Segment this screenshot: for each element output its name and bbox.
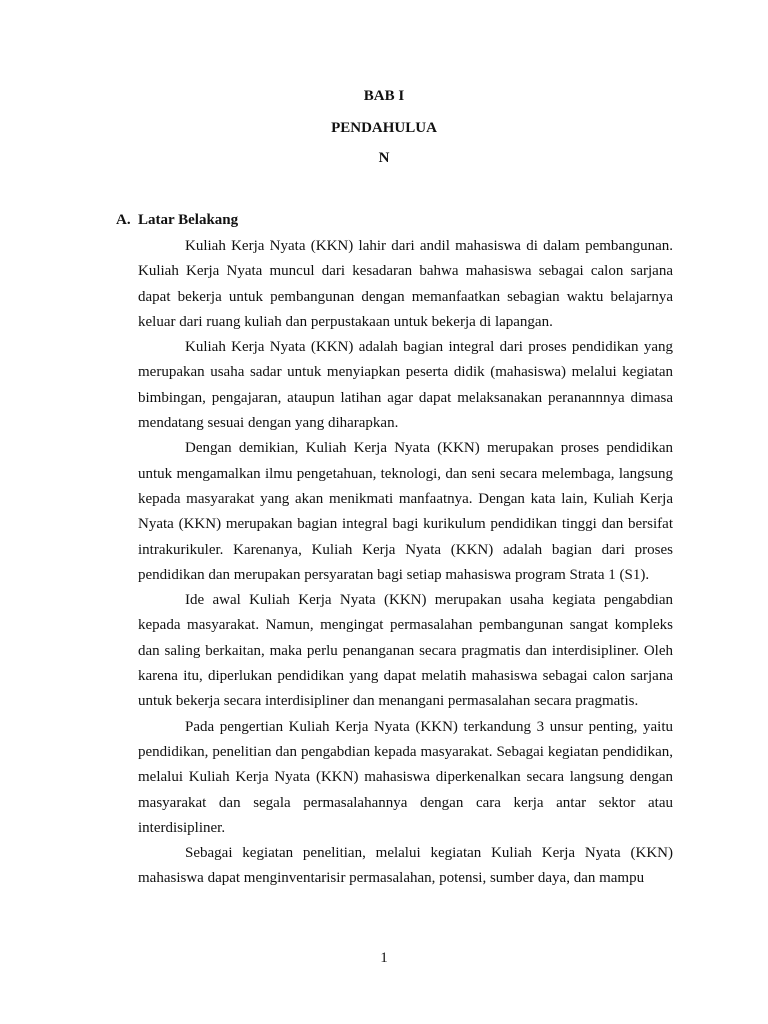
paragraph: Ide awal Kuliah Kerja Nyata (KKN) merupakan usaha kegiata pengabdian kepada masyarakat. Namun, mengingat permasalahan pembangunan sangat kompleks dan saling berkaitan, maka perlu penanganan secara pragmatis dan interdisipliner. Oleh karena itu, diperlukan pendidikan yang dapat melatih mahasiswa sebagai calon sarjana untuk bekerja secara interdisipliner dan menangani permasalahan secara pragmatis. xyxy=(138,592,673,710)
body-text xyxy=(138,234,673,892)
chapter-title-line-1: PENDAHULUA xyxy=(331,120,437,136)
chapter-title-line-2: N xyxy=(378,150,390,166)
section-heading xyxy=(116,212,238,229)
paragraph: Kuliah Kerja Nyata (KKN) lahir dari andil mahasiswa di dalam pembangunan. Kuliah Kerja Nyata muncul dari kesadaran bahwa mahasiswa sebagai calon sarjana dapat bekerja untuk pembangunan dengan memanfaatkan sebagian waktu belajarnya keluar dari ruang kuliah dan perpustakaan untuk bekerja di lapangan. xyxy=(138,238,673,330)
paragraph: Sebagai kegiatan penelitian, melalui kegiatan Kuliah Kerja Nyata (KKN) mahasiswa dapat menginventarisir permasalahan, potensi, sumber daya, dan mampu xyxy=(138,845,673,887)
page-number: 1 xyxy=(380,950,388,966)
paragraph: Kuliah Kerja Nyata (KKN) adalah bagian integral dari proses pendidikan yang merupakan usaha sadar untuk menyiapkan peserta didik (mahasiswa) melalui kegiatan bimbingan, pengajaran, ataupun latihan agar dapat melaksanakan peranannnya dimasa mendatang sesuai dengan yang diharapkan. xyxy=(138,339,673,432)
section-title: Latar Belakang xyxy=(138,212,239,228)
chapter-label: BAB I xyxy=(363,88,405,104)
section-letter: A. xyxy=(116,212,131,228)
paragraph: Dengan demikian, Kuliah Kerja Nyata (KKN) merupakan proses pendidikan untuk mengamalkan ilmu pengetahuan, teknologi, dan seni secara melembaga, langsung kepada masyarakat yang akan menikmati manfaatnya. Dengan kata lain, Kuliah Kerja Nyata (KKN) merupakan bagian integral bagi kurikulum pendidikan tinggi dan bersifat intrakurikuler. Karenanya, Kuliah Kerja Nyata (KKN) adalah bagian dari proses pendidikan dan merupakan persyaratan bagi setiap mahasiswa program Strata 1 (S1). xyxy=(138,440,673,583)
paragraph: Pada pengertian Kuliah Kerja Nyata (KKN) terkandung 3 unsur penting, yaitu pendidikan, penelitian dan pengabdian kepada masyarakat. Sebagai kegiatan pendidikan, melalui Kuliah Kerja Nyata (KKN) mahasiswa diperkenalkan secara langsung dengan masyarakat dan segala permasalahannya dengan cara kerja antar sektor atau interdisipliner. xyxy=(138,718,673,836)
